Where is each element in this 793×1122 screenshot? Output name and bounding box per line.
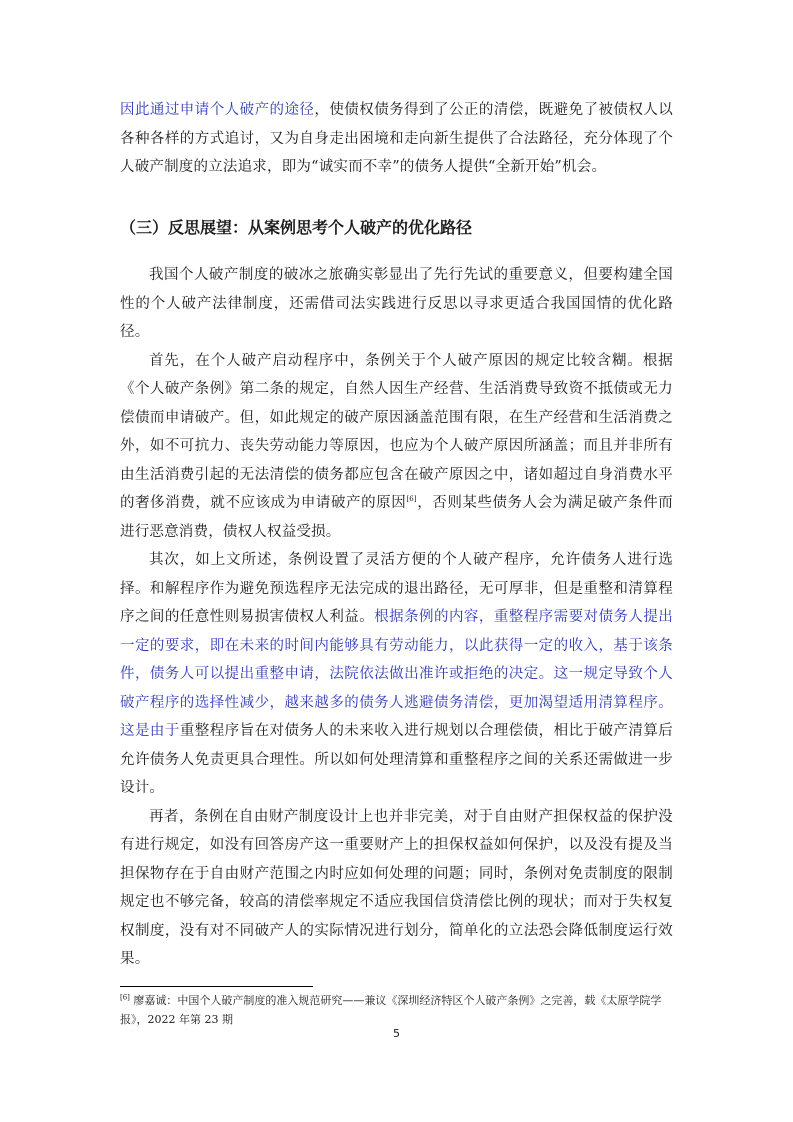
highlighted-text: 根据条例的内容，重整程序需要对债务人提出一定的要求，即在未来的时间内能够具有劳动能力，以此获得一定的收入，基于该条件，债务人可以提出重整申请，法院依法做出准许或拒绝的决定。这一规定导致个人破产程序的选择性减少，越来越多的债务人逃避债务清偿，更加渴望适用清算程序。这是由于	[120, 609, 674, 739]
footnote-text: 廖嘉诚：中国个人破产制度的准入规范研究——兼议《深圳经济特区个人破产条例》之完善，载《太原学院学报》，2022 年第 23 期	[120, 994, 662, 1026]
paragraph-1: 我国个人破产制度的破冰之旅确实彰显出了先行先试的重要意义，但要构建全国性的个人破产法律制度，还需借司法实践进行反思以寻求更适合我国国情的优化路径。	[120, 267, 673, 340]
page-number: 5	[393, 1027, 400, 1040]
footnote-mark: [6]	[120, 993, 130, 1002]
paragraph-text-tail: ，否则某些债务人会为满足破产条件而进行恶意消费，债权人权益受损。	[120, 495, 673, 540]
section-heading: （三）反思展望：从案例思考个人破产的优化路径	[120, 218, 473, 237]
paragraph-text-tail: 重整程序旨在对债务人的未来收入进行规划以合理偿债，相比于破产清算后允许债务人免责更具合理性。所以如何处理清算和重整程序之间的关系还需做进一步设计。	[120, 723, 673, 796]
footnote	[120, 991, 673, 1029]
paragraph-text: ，使债权债务得到了公正的清偿，既避免了被债权人以各种各样的方式追讨，又为自身走出困境和走向新生提供了合法路径，充分体现了个人破产制度的立法追求，即为“诚实而不幸”的债务人提供“全新开始”机会。	[120, 102, 673, 175]
paragraph-continuation	[120, 96, 673, 182]
paragraph-text: 首先，在个人破产启动程序中，条例关于个人破产原因的规定比较含糊。根据《个人破产条例》第二条的规定，自然人因生产经营、生活消费导致资不抵债或无力偿债而申请破产。但，如此规定的破产原因涵盖范围有限，在生产经营和生活消费之外，如不可抗力、丧失劳动能力等原因，也应为个人破产原因所涵盖；而且并非所有由生活消费引起的无法清偿的债务都应包含在破产原因之中，诸如超过自身消费水平的奢侈消费，就不应该成为申请破产的原因	[120, 352, 673, 511]
highlighted-text: 因此通过申请个人破产的途径	[120, 102, 315, 118]
paragraph-0	[120, 96, 673, 182]
paragraph-2	[120, 347, 673, 547]
footnote-divider	[120, 986, 313, 987]
footnote-reference[interactable]: [6]	[406, 495, 417, 504]
section-body	[120, 261, 673, 974]
paragraph-3	[120, 546, 673, 803]
paragraph-4: 再者，条例在自由财产制度设计上也并非完美，对于自由财产担保权益的保护没有进行规定，如没有回答房产这一重要财产上的担保权益如何保护，以及没有提及当担保物存在于自由财产范围之内时应如何处理的问题；同时，条例对免责制度的限制规定也不够完备，较高的清偿率规定不适应我国信贷清偿比例的现状；而对于失权复权制度，没有对不同破产人的实际情况进行划分，简单化的立法恐会降低制度运行效果。	[120, 808, 673, 967]
paragraph-text: 其次，如上文所述，条例设置了灵活方便的个人破产程序，允许债务人进行选择。和解程序作为避免预选程序无法完成的退出路径，无可厚非，但是重整和清算程序之间的任意性则易损害债权人利益。	[120, 552, 673, 625]
